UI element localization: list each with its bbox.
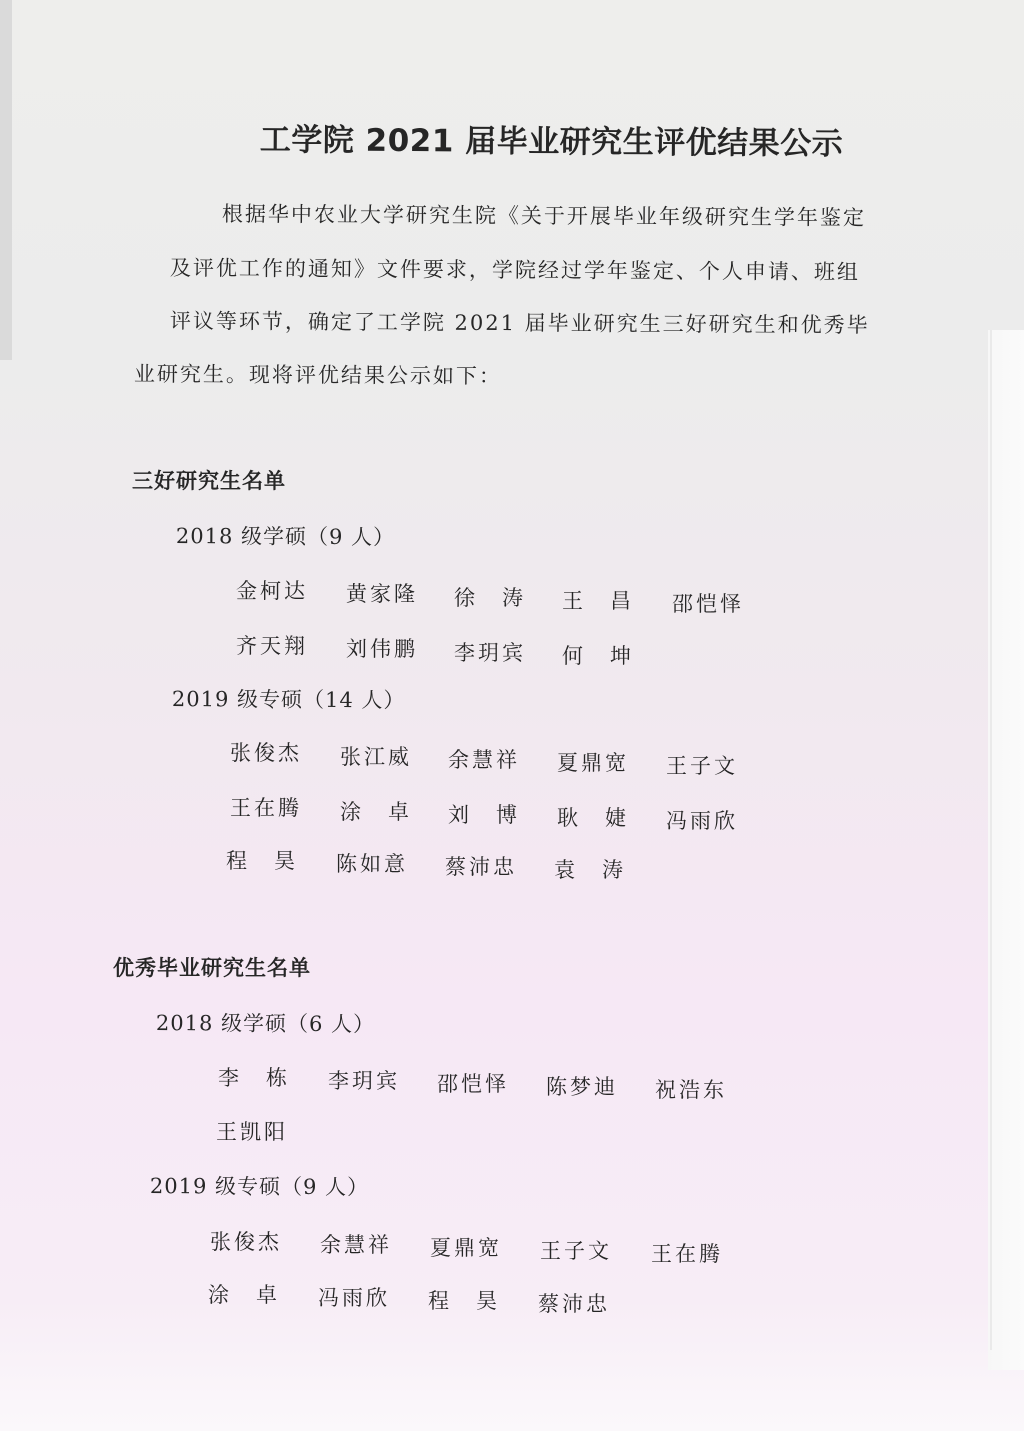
name-entry: 陈梦迪 [546,1075,618,1099]
name-entry: 祝浩东 [655,1078,727,1102]
name-entry: 陈如意 [336,852,408,876]
name-entry: 蔡沛忠 [445,855,517,879]
paper-left-edge [0,0,12,360]
name-entry: 耿 婕 [557,806,629,830]
name-entry: 徐 涛 [454,586,526,610]
name-entry: 袁 涛 [554,858,626,882]
section-heading-excellent: 优秀毕业研究生名单 [113,956,311,980]
group-label-2019-professional: 2019 级专硕（14 人） [171,686,406,713]
name-entry: 金柯达 [236,579,308,603]
name-entry: 邵恺怿 [437,1072,509,1096]
page-title: 工学院 2021 届毕业研究生评优结果公示 [259,121,844,163]
name-entry: 黄家隆 [346,582,418,606]
name-entry: 王 昌 [562,589,634,613]
name-entry: 余慧祥 [448,748,520,772]
name-entry: 涂 卓 [340,800,412,824]
name-entry: 何 坤 [562,644,634,668]
name-entry: 冯雨欣 [318,1286,390,1310]
intro-line-2: 及评优工作的通知》文件要求，学院经过学年鉴定、个人申请、班组 [169,255,860,285]
intro-line-1: 根据华中农业大学研究生院《关于开展毕业年级研究生学年鉴定 [221,201,866,230]
name-entry: 夏鼎宽 [557,751,629,775]
name-entry: 冯雨欣 [666,809,738,833]
name-entry: 李玥宾 [328,1069,400,1093]
name-entry: 张俊杰 [210,1230,282,1254]
group-label-2019-professional-excellent: 2019 级专硕（9 人） [149,1173,370,1200]
name-entry: 涂 卓 [208,1283,280,1307]
name-entry: 王在腾 [230,796,302,820]
name-entry: 刘 博 [448,803,520,827]
name-entry: 王在腾 [651,1242,723,1266]
name-entry: 李玥宾 [454,641,526,665]
name-entry: 程 昊 [428,1289,500,1313]
name-entry: 余慧祥 [320,1233,392,1257]
name-entry: 王凯阳 [216,1120,288,1144]
name-entry: 张江威 [340,745,412,769]
name-entry: 齐天翔 [236,634,308,658]
intro-line-4: 业研究生。现将评优结果公示如下： [133,361,502,389]
name-entry: 张俊杰 [230,741,302,765]
paper-right-edge [988,330,1024,1370]
section-heading-sanhao: 三好研究生名单 [132,469,286,493]
group-label-2018-academic: 2018 级学硕（9 人） [175,523,396,550]
group-label-2018-academic-excellent: 2018 级学硕（6 人） [155,1010,376,1037]
name-entry: 程 昊 [226,849,298,873]
name-entry: 李 栋 [218,1066,290,1090]
name-entry: 刘伟鹏 [346,637,418,661]
intro-line-3: 评议等环节，确定了工学院 2021 届毕业研究生三好研究生和优秀毕 [169,308,870,338]
name-entry: 王子文 [540,1239,612,1263]
name-entry: 邵恺怿 [672,592,744,616]
name-entry: 王子文 [666,754,738,778]
name-entry: 夏鼎宽 [430,1236,502,1260]
name-entry: 蔡沛忠 [538,1292,610,1316]
page-shadow [990,330,992,1350]
